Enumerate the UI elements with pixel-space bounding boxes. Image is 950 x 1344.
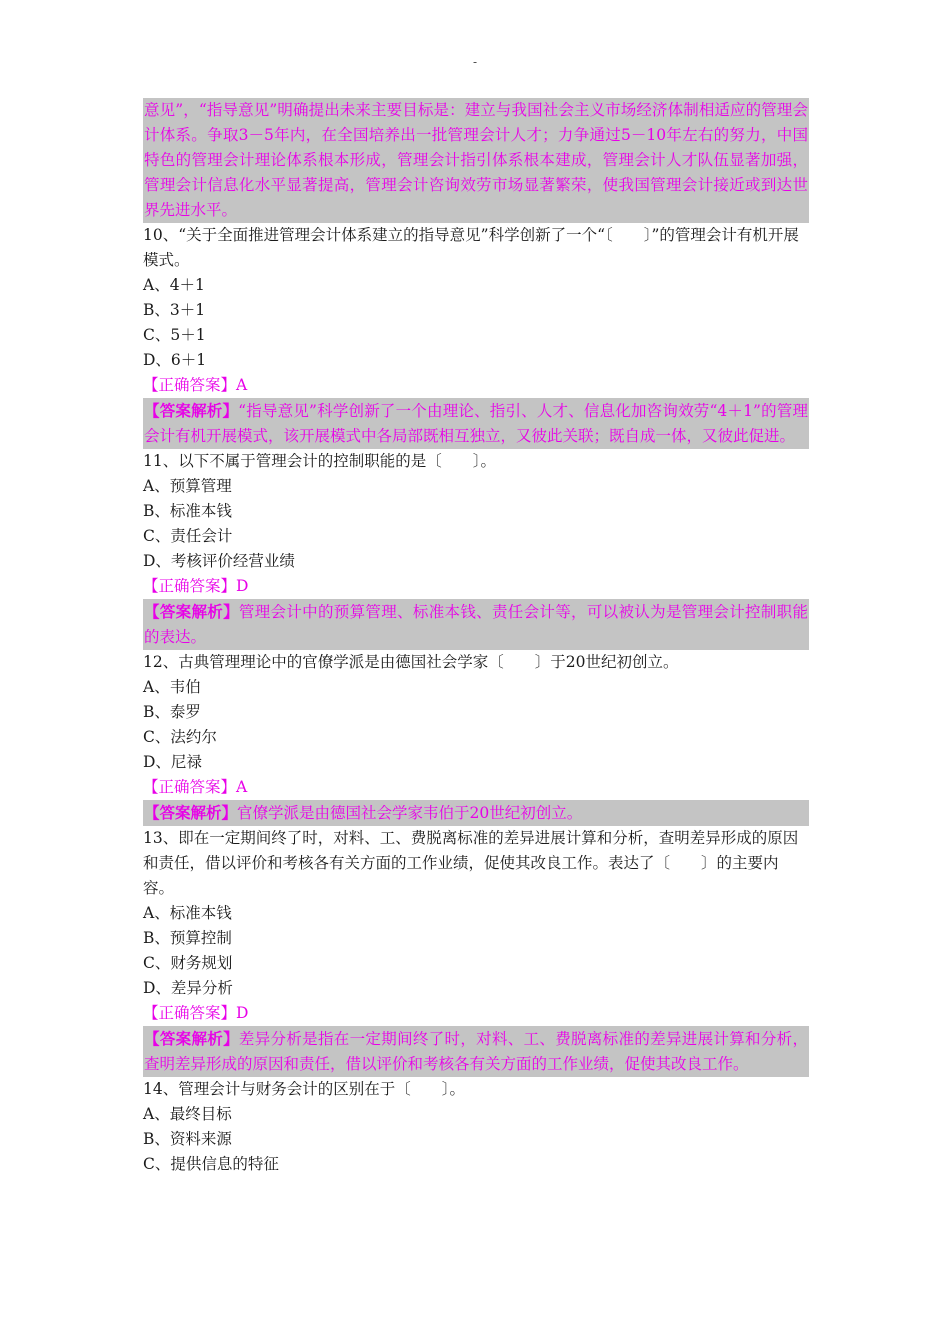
option-c: C、法约尔: [143, 728, 217, 746]
answer-analysis: [143, 800, 809, 826]
option-c: C、财务规划: [143, 954, 233, 972]
correct-answer-value: A: [236, 376, 248, 394]
analysis-label: 【答案解析】: [144, 1029, 239, 1048]
correct-answer-value: D: [236, 577, 249, 595]
analysis-text: 差异分析是指在一定期间终了时，对料、工、费脱离标准的差异进展计算和分析，查明差异形成的原因和责任，借以评价和考核各有关方面的工作业绩，促使其改良工作。: [144, 1030, 808, 1073]
option-b: B、泰罗: [143, 703, 201, 721]
answer-analysis: [143, 398, 809, 449]
correct-answer-label: 【正确答案】: [143, 1004, 237, 1022]
question-stem: 14、管理会计与财务会计的区别在于〔 〕。: [143, 1080, 465, 1098]
question-block: [143, 650, 809, 826]
question-stem: 12、古典管理理论中的官僚学派是由德国社会学家〔 〕于20世纪初创立。: [143, 653, 679, 671]
option-d: D、尼禄: [143, 753, 202, 771]
question-stem: 11、以下不属于管理会计的控制职能的是〔 〕。: [143, 452, 496, 470]
analysis-text: “指导意见”科学创新了一个由理论、指引、人才、信息化加咨询效劳“4＋1”的管理会计有机开展模式，该开展模式中各局部既相互独立，又彼此关联；既自成一体，又彼此促进。: [144, 402, 808, 445]
correct-answer-label: 【正确答案】: [143, 577, 237, 595]
analysis-text: 官僚学派是由德国社会学家韦伯于20世纪初创立。: [237, 804, 583, 822]
option-a: A、预算管理: [143, 477, 232, 495]
question-block: [143, 449, 809, 650]
intro-paragraph: 意见”，“指导意见”明确提出未来主要目标是：建立与我国社会主义市场经济体制相适应的管理会计体系。争取3－5年内，在全国培养出一批管理会计人才；力争通过5－10年左右的努力，中国特色的管理会计理论体系根本形成，管理会计指引体系根本建成，管理会计人才队伍显著加强，管理会计信息化水平显著提高，管理会计咨询效劳市场显著繁荣，使我国管理会计接近或到达世界先进水平。: [143, 98, 809, 223]
question-block: [143, 826, 809, 1077]
option-c: C、责任会计: [143, 527, 233, 545]
option-c: C、提供信息的特征: [143, 1155, 279, 1173]
correct-answer: [143, 373, 809, 398]
analysis-text: 管理会计中的预算管理、标准本钱、责任会计等，可以被认为是管理会计控制职能的表达。: [144, 603, 808, 646]
correct-answer-value: A: [236, 778, 248, 796]
correct-answer-label: 【正确答案】: [143, 778, 237, 796]
option-b: B、预算控制: [143, 929, 232, 947]
analysis-label: 【答案解析】: [144, 401, 239, 420]
option-d: D、考核评价经营业绩: [143, 552, 295, 570]
question-block: [143, 223, 809, 449]
option-b: B、3＋1: [143, 301, 206, 319]
analysis-label: 【答案解析】: [144, 803, 238, 822]
option-b: B、资料来源: [143, 1130, 232, 1148]
option-d: D、差异分析: [143, 979, 233, 997]
correct-answer-label: 【正确答案】: [143, 376, 237, 394]
option-a: A、标准本钱: [143, 904, 232, 922]
option-d: D、6＋1: [143, 351, 207, 369]
option-a: A、最终目标: [143, 1105, 232, 1123]
correct-answer-value: D: [236, 1004, 249, 1022]
option-c: C、5＋1: [143, 326, 206, 344]
correct-answer: [143, 1001, 809, 1026]
question-stem: 10、“关于全面推进管理会计体系建立的指导意见”科学创新了一个“〔 〕”的管理会计有机开展模式。: [143, 226, 799, 269]
document-body: [143, 98, 809, 1177]
analysis-label: 【答案解析】: [144, 602, 239, 621]
option-a: A、韦伯: [143, 678, 201, 696]
header-mark: -: [472, 55, 478, 69]
option-b: B、标准本钱: [143, 502, 232, 520]
answer-analysis: [143, 599, 809, 650]
correct-answer: [143, 574, 809, 599]
answer-analysis: [143, 1026, 809, 1077]
correct-answer: [143, 775, 809, 800]
question-block: [143, 1077, 809, 1177]
question-stem: 13、即在一定期间终了时，对料、工、费脱离标准的差异进展计算和分析，查明差异形成的原因和责任，借以评价和考核各有关方面的工作业绩，促使其改良工作。表达了〔 〕的主要内容。: [143, 829, 799, 897]
option-a: A、4＋1: [143, 276, 205, 294]
